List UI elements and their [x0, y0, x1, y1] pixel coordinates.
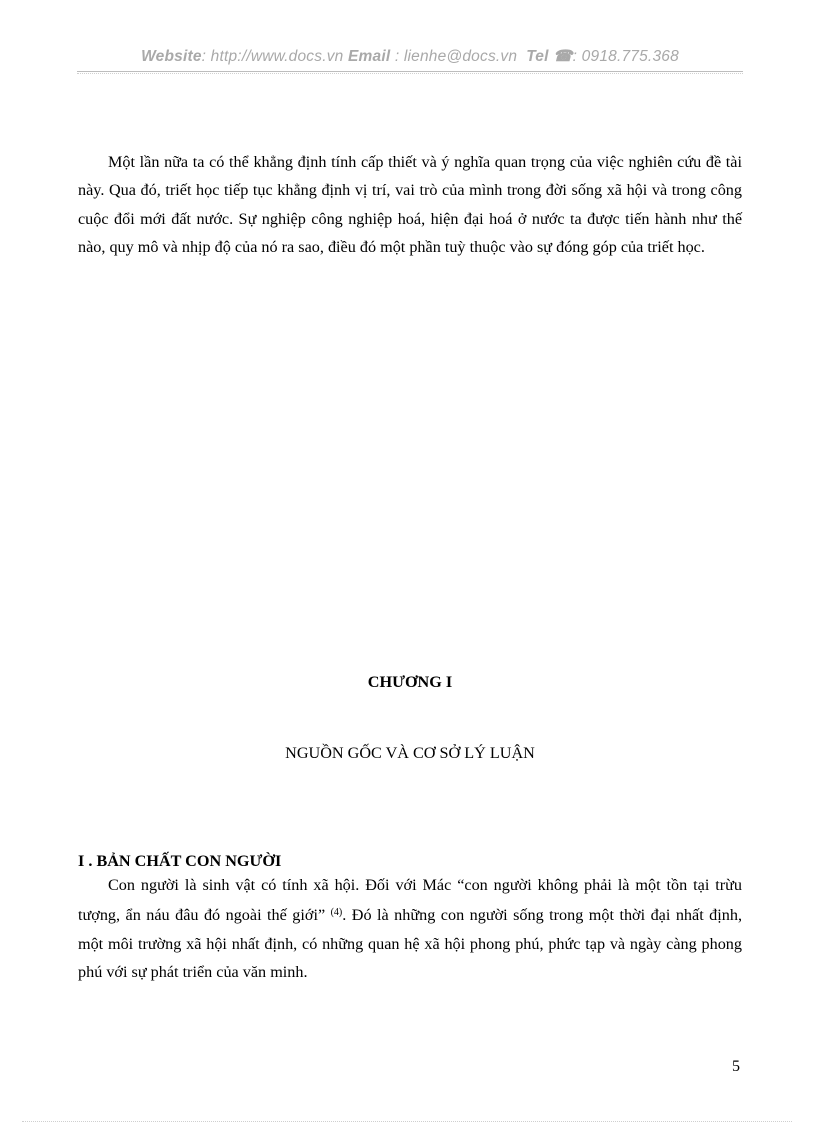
tel-label: Tel: [526, 48, 549, 65]
section-heading: I . BẢN CHẤT CON NGƯỜI: [78, 852, 282, 870]
website-label: Website: [141, 48, 202, 65]
phone-icon: ☎: [553, 48, 573, 65]
page-bottom-border: [22, 1121, 792, 1122]
footnote-ref[interactable]: (4): [330, 907, 343, 919]
page-number: 5: [732, 1058, 740, 1075]
chapter-title: CHƯƠNG I: [367, 673, 453, 691]
header-divider: [77, 71, 743, 72]
email-label: Email: [347, 48, 391, 65]
chapter-subtitle: NGUỒN GỐC VÀ CƠ SỞ LÝ LUẬN: [285, 744, 535, 762]
tel-value: : 0918.775.368: [572, 48, 679, 65]
section-paragraph-part1: Con người là sinh vật có tính xã hội. Đối với Mác “con người không phải là một tồn tại trừu tượng, ẩn náu đâu đó ngoài thế giới”: [78, 876, 742, 925]
section-paragraph-part2: . Đó là những con người sống trong một thời đại nhất định, một môi trường xã hội nhất định, có những quan hệ xã hội phong phú, phức tạp và ngày càng phong phú với sự phát triển của văn minh.: [78, 906, 742, 981]
website-value[interactable]: : http://www.docs.vn: [201, 48, 348, 65]
header-divider-dotted: [77, 73, 743, 74]
page-header: [77, 47, 743, 66]
intro-paragraph: Một lần nữa ta có thể khẳng định tính cấp thiết và ý nghĩa quan trọng của việc nghiên cứu đề tài này. Qua đó, triết học tiếp tục khẳng định vị trí, vai trò của mình trong đời sống xã hội và trong công cuộc đổi mới đất nước. Sự nghiệp công nghiệp hoá, hiện đại hoá ở nước ta được tiến hành như thế nào, quy mô và nhịp độ của nó ra sao, điều đó một phần tuỳ thuộc vào sự đóng góp của triết học.: [78, 153, 742, 256]
email-value[interactable]: : lienhe@docs.vn: [390, 48, 522, 65]
section-paragraph: [78, 871, 742, 986]
